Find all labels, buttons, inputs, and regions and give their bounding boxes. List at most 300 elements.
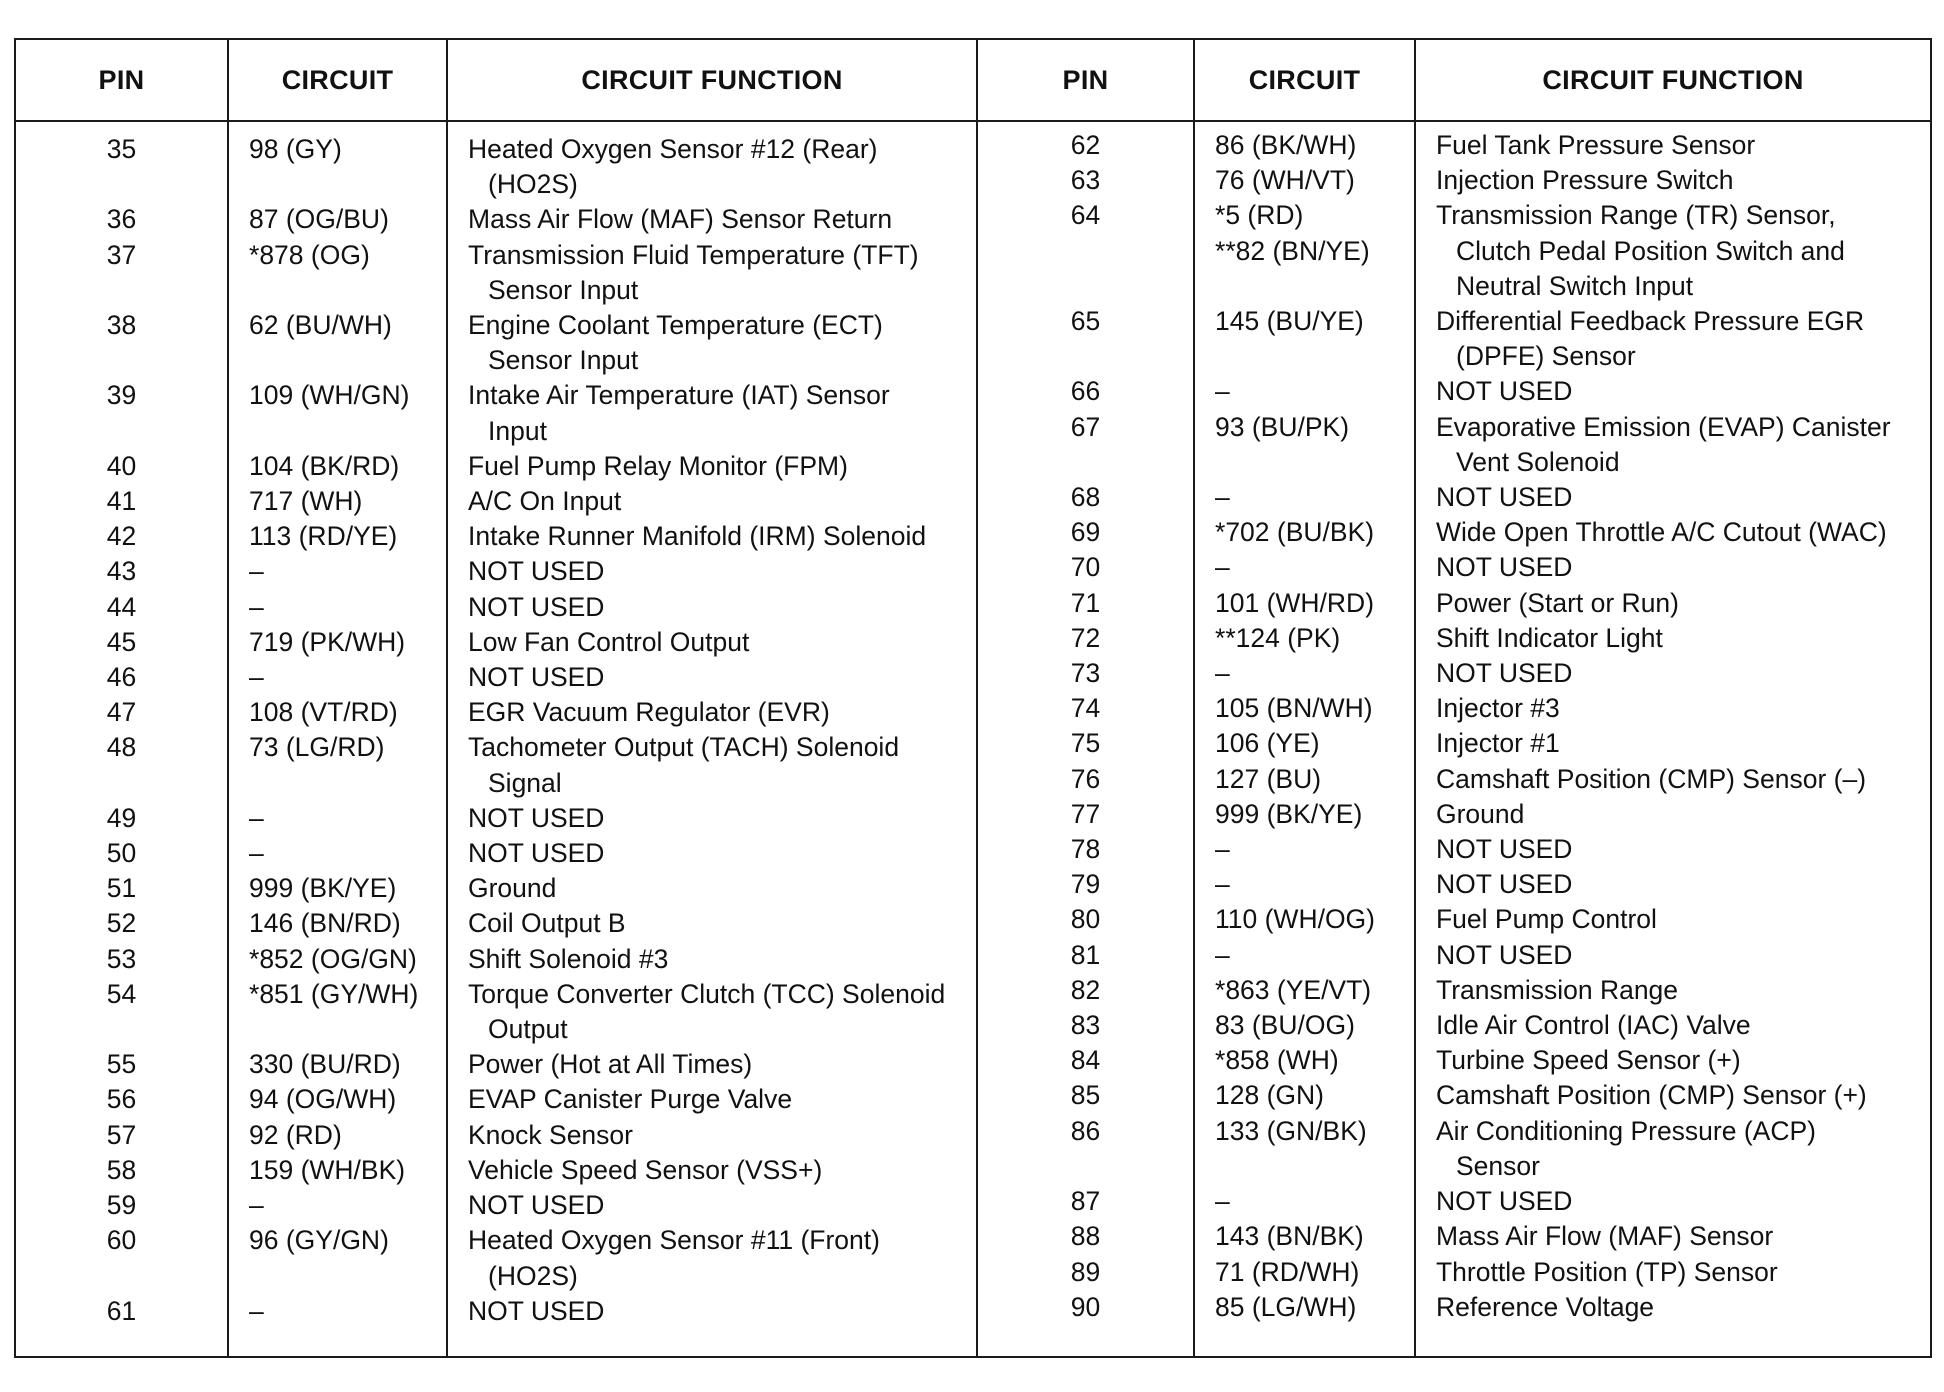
circuit-function (446, 625, 976, 660)
table-row (978, 1043, 1930, 1078)
table-row (16, 801, 976, 836)
function-line: Signal (488, 767, 562, 798)
circuit-id: **124 (PK) (1215, 622, 1341, 653)
circuit-function (1414, 1290, 1930, 1325)
table-row (978, 163, 1930, 198)
table-row (978, 726, 1930, 761)
function-line: NOT USED (1436, 658, 1573, 689)
pin-number: 85 (1070, 1080, 1101, 1111)
header-pin-right: PIN (1062, 64, 1109, 95)
circuit-function (1414, 1114, 1930, 1184)
table-row (978, 762, 1930, 797)
circuit-function (446, 1223, 976, 1293)
pin-number: 76 (1070, 763, 1101, 794)
circuit-function (446, 519, 976, 554)
circuit-id: 330 (BU/RD) (249, 1049, 401, 1080)
pin-number: 43 (106, 556, 137, 587)
table-row (978, 797, 1930, 832)
circuit-function (1414, 550, 1930, 585)
circuit-function (446, 906, 976, 941)
circuit-id: 113 (RD/YE) (249, 521, 398, 552)
table-row (16, 1153, 976, 1188)
circuit-id: – (249, 556, 264, 587)
circuit-function (1414, 1255, 1930, 1290)
circuit-function (446, 1118, 976, 1153)
circuit-id: *851 (GY/WH) (249, 978, 419, 1009)
function-line: Air Conditioning Pressure (ACP) (1436, 1115, 1816, 1146)
circuit-function (446, 871, 976, 906)
header-circuit-right: CIRCUIT (1248, 64, 1361, 95)
table-row (978, 691, 1930, 726)
table-row (16, 238, 976, 308)
pin-number: 87 (1070, 1186, 1101, 1217)
pin-number: 57 (106, 1119, 137, 1150)
table-row (978, 410, 1930, 480)
function-line: NOT USED (468, 1190, 605, 1221)
pin-number: 81 (1070, 939, 1101, 970)
function-line: NOT USED (468, 556, 605, 587)
function-line: EVAP Canister Purge Valve (468, 1084, 793, 1115)
function-line: Sensor Input (488, 274, 639, 305)
circuit-id: 87 (OG/BU) (249, 204, 389, 235)
pin-number: 80 (1070, 904, 1101, 935)
circuit-function (1414, 832, 1930, 867)
function-line: NOT USED (468, 838, 605, 869)
pin-number: 51 (106, 873, 137, 904)
table-row (978, 1290, 1930, 1325)
circuit-id: 71 (RD/WH) (1215, 1256, 1360, 1287)
pin-number: 48 (106, 732, 137, 763)
circuit-id: 83 (BU/OG) (1215, 1010, 1355, 1041)
circuit-function (1414, 410, 1930, 480)
circuit-id: 92 (RD) (249, 1119, 342, 1150)
circuit-function (1414, 867, 1930, 902)
function-line: Throttle Position (TP) Sensor (1436, 1256, 1778, 1287)
circuit-function (446, 1294, 976, 1329)
table-row (978, 621, 1930, 656)
table-row (16, 942, 976, 977)
circuit-id: 104 (BK/RD) (249, 450, 400, 481)
table-row (978, 374, 1930, 409)
pin-number: 68 (1070, 482, 1101, 513)
pin-number: 38 (106, 310, 137, 341)
function-line: Vent Solenoid (1456, 446, 1620, 477)
table-row (16, 1188, 976, 1223)
circuit-id: 159 (WH/BK) (249, 1154, 406, 1185)
function-line: Intake Air Temperature (IAT) Sensor (468, 380, 890, 411)
circuit-id: 999 (BK/YE) (1215, 798, 1363, 829)
table-row (16, 625, 976, 660)
circuit-id: 86 (BK/WH) (1215, 130, 1357, 160)
circuit-id: – (249, 1190, 264, 1221)
circuit-function (1414, 973, 1930, 1008)
circuit-function (446, 484, 976, 519)
table-row (978, 1219, 1930, 1254)
function-line: Power (Start or Run) (1436, 587, 1679, 618)
circuit-function (1414, 480, 1930, 515)
pin-number: 58 (106, 1154, 137, 1185)
pin-number: 70 (1070, 552, 1101, 583)
header-function-left: CIRCUIT FUNCTION (581, 64, 843, 95)
pin-number: 74 (1070, 693, 1101, 724)
circuit-id: 109 (WH/GN) (249, 380, 410, 411)
function-line: Mass Air Flow (MAF) Sensor (1436, 1221, 1774, 1252)
circuit-function (446, 836, 976, 871)
circuit-function (1414, 1219, 1930, 1254)
circuit-id: *702 (BU/BK) (1215, 517, 1375, 548)
circuit-id: 73 (LG/RD) (249, 732, 385, 763)
pin-number: 45 (106, 626, 137, 657)
function-line: Ground (1436, 798, 1525, 829)
circuit-id: *858 (WH) (1215, 1045, 1339, 1076)
table-row (16, 202, 976, 237)
function-line: (DPFE) Sensor (1456, 341, 1636, 372)
pin-number: 62 (1070, 130, 1101, 160)
circuit-id: 110 (WH/OG) (1215, 904, 1375, 935)
circuit-function (1414, 1184, 1930, 1219)
table-row (16, 660, 976, 695)
circuit-function (1414, 128, 1930, 163)
circuit-id: – (249, 591, 264, 622)
pin-number: 73 (1070, 658, 1101, 689)
function-line: NOT USED (1436, 834, 1573, 865)
circuit-id: – (1215, 869, 1230, 900)
circuit-id: – (1215, 552, 1230, 583)
circuit-function (1414, 691, 1930, 726)
function-line: Injector #3 (1436, 693, 1560, 724)
table-row (16, 695, 976, 730)
function-line: Power (Hot at All Times) (468, 1049, 753, 1080)
table-row (978, 515, 1930, 550)
pin-number: 66 (1070, 376, 1101, 407)
circuit-function (446, 1082, 976, 1117)
function-line: Clutch Pedal Position Switch and (1456, 235, 1845, 266)
pin-number: 46 (106, 662, 137, 693)
circuit-function (1414, 515, 1930, 550)
pin-number: 64 (1070, 200, 1101, 231)
function-line: NOT USED (1436, 482, 1573, 513)
circuit-id: 133 (GN/BK) (1215, 1115, 1367, 1146)
circuit-id: *5 (RD) (1215, 200, 1304, 231)
function-line: NOT USED (1436, 939, 1573, 970)
pin-number: 69 (1070, 517, 1101, 548)
circuit-function (446, 977, 976, 1047)
pin-number: 52 (106, 908, 137, 939)
circuit-id: 127 (BU) (1215, 763, 1322, 794)
circuit-function (1414, 726, 1930, 761)
function-line: NOT USED (1436, 552, 1573, 583)
circuit-id: 94 (OG/WH) (249, 1084, 397, 1115)
circuit-id: 93 (BU/PK) (1215, 411, 1350, 442)
pin-number: 53 (106, 943, 137, 974)
circuit-function (446, 449, 976, 484)
pin-number: 56 (106, 1084, 137, 1115)
pin-circuit-table (14, 38, 1932, 1358)
pin-number: 54 (106, 978, 137, 1009)
circuit-id: 128 (GN) (1215, 1080, 1324, 1111)
function-line: Intake Runner Manifold (IRM) Solenoid (468, 521, 927, 552)
table-row (978, 586, 1930, 621)
circuit-function (446, 132, 976, 202)
pin-number: 59 (106, 1190, 137, 1221)
table-row (16, 977, 976, 1047)
table-row (16, 1294, 976, 1329)
circuit-id: – (249, 802, 264, 833)
pin-number: 77 (1070, 798, 1101, 829)
circuit-function (1414, 1008, 1930, 1043)
circuit-id: **82 (BN/YE) (1215, 235, 1370, 266)
function-line: Knock Sensor (468, 1119, 633, 1150)
table-row (16, 1223, 976, 1293)
table-row (978, 938, 1930, 973)
table-row (978, 1114, 1930, 1184)
table-row (16, 554, 976, 589)
circuit-function (446, 590, 976, 625)
function-line: Coil Output B (468, 908, 626, 939)
function-line: Shift Solenoid #3 (468, 943, 669, 974)
circuit-function (446, 1188, 976, 1223)
table-row (16, 132, 976, 202)
table-row (16, 1118, 976, 1153)
function-line: Transmission Fluid Temperature (TFT) (468, 239, 919, 270)
pin-number: 41 (106, 486, 137, 517)
circuit-function (446, 730, 976, 800)
table-row (978, 1184, 1930, 1219)
left-pin-list (16, 132, 976, 1329)
table-row (16, 449, 976, 484)
function-line: Transmission Range (TR) Sensor, (1436, 200, 1836, 231)
header-function-right: CIRCUIT FUNCTION (1542, 64, 1804, 95)
table-row (16, 590, 976, 625)
pin-number: 82 (1070, 974, 1101, 1005)
circuit-function (446, 942, 976, 977)
function-line: Low Fan Control Output (468, 626, 750, 657)
function-line: Evaporative Emission (EVAP) Canister (1436, 411, 1891, 442)
function-line: Idle Air Control (IAC) Valve (1436, 1010, 1751, 1041)
pin-number: 86 (1070, 1115, 1101, 1146)
function-line: Vehicle Speed Sensor (VSS+) (468, 1154, 823, 1185)
function-line: (HO2S) (488, 1260, 578, 1291)
circuit-id: – (249, 662, 264, 693)
circuit-id: *863 (YE/VT) (1215, 974, 1372, 1005)
circuit-id: *878 (OG) (249, 239, 370, 270)
pin-number: 78 (1070, 834, 1101, 865)
circuit-function (1414, 198, 1930, 233)
circuit-function (446, 308, 976, 378)
function-line: Fuel Tank Pressure Sensor (1436, 130, 1756, 160)
function-line: Tachometer Output (TACH) Solenoid (468, 732, 900, 763)
table-row (978, 1078, 1930, 1113)
circuit-function (1414, 797, 1930, 832)
table-row (16, 1047, 976, 1082)
function-line: A/C On Input (468, 486, 622, 517)
function-line: Mass Air Flow (MAF) Sensor Return (468, 204, 893, 235)
table-row (978, 1255, 1930, 1290)
function-line: Neutral Switch Input (1456, 270, 1694, 301)
circuit-function (1414, 1043, 1930, 1078)
table-row (16, 1082, 976, 1117)
function-line: NOT USED (1436, 376, 1573, 407)
circuit-id: 76 (WH/VT) (1215, 165, 1355, 196)
function-line: Camshaft Position (CMP) Sensor (+) (1436, 1080, 1867, 1111)
function-line: NOT USED (1436, 1186, 1573, 1217)
table-row (16, 871, 976, 906)
circuit-id: – (1215, 1186, 1230, 1217)
circuit-id: 146 (BN/RD) (249, 908, 401, 939)
table-row (978, 1008, 1930, 1043)
table-body (16, 122, 1930, 1356)
circuit-id: 108 (VT/RD) (249, 697, 398, 728)
circuit-id: 62 (BU/WH) (249, 310, 392, 341)
circuit-id: – (249, 838, 264, 869)
circuit-id: 105 (BN/WH) (1215, 693, 1373, 724)
pin-number: 67 (1070, 411, 1101, 442)
table-row (978, 128, 1930, 163)
circuit-id: 143 (BN/BK) (1215, 1221, 1364, 1252)
table-row (978, 832, 1930, 867)
function-line: Torque Converter Clutch (TCC) Solenoid (468, 978, 946, 1009)
table-row (16, 730, 976, 800)
circuit-function (1414, 938, 1930, 973)
pin-number: 60 (106, 1225, 137, 1256)
pin-number: 49 (106, 802, 137, 833)
pin-number: 40 (106, 450, 137, 481)
circuit-function (446, 202, 976, 237)
circuit-id: 98 (GY) (249, 134, 342, 164)
table-row (978, 234, 1930, 304)
function-line: NOT USED (468, 591, 605, 622)
circuit-id: – (1215, 482, 1230, 513)
circuit-id: – (1215, 939, 1230, 970)
circuit-function (446, 801, 976, 836)
function-line: (HO2S) (488, 169, 578, 200)
pin-number: 83 (1070, 1010, 1101, 1041)
circuit-id: 96 (GY/GN) (249, 1225, 389, 1256)
circuit-function (1414, 656, 1930, 691)
table-row (978, 867, 1930, 902)
table-row (16, 836, 976, 871)
table-row (978, 973, 1930, 1008)
function-line: Transmission Range (1436, 974, 1679, 1005)
circuit-id: – (1215, 376, 1230, 407)
circuit-function (446, 554, 976, 589)
circuit-id: 719 (PK/WH) (249, 626, 406, 657)
function-line: Wide Open Throttle A/C Cutout (WAC) (1436, 517, 1887, 548)
pin-number: 44 (106, 591, 137, 622)
function-line: Camshaft Position (CMP) Sensor (–) (1436, 763, 1867, 794)
table-row (16, 484, 976, 519)
circuit-function (1414, 621, 1930, 656)
circuit-function (1414, 902, 1930, 937)
circuit-function (446, 1153, 976, 1188)
circuit-function (1414, 374, 1930, 409)
table-row (978, 656, 1930, 691)
circuit-id: 145 (BU/YE) (1215, 306, 1364, 337)
function-line: Injector #1 (1436, 728, 1560, 759)
circuit-id: *852 (OG/GN) (249, 943, 417, 974)
circuit-function (446, 238, 976, 308)
pin-number: 42 (106, 521, 137, 552)
pin-number: 47 (106, 697, 137, 728)
pin-number: 79 (1070, 869, 1101, 900)
pin-number: 50 (106, 838, 137, 869)
pin-number: 37 (106, 239, 137, 270)
pin-number: 90 (1070, 1291, 1101, 1322)
circuit-id: – (249, 1295, 264, 1326)
table-row (978, 304, 1930, 374)
pin-number: 61 (106, 1295, 137, 1326)
pin-number: 39 (106, 380, 137, 411)
function-line: Turbine Speed Sensor (+) (1436, 1045, 1741, 1076)
function-line: Shift Indicator Light (1436, 622, 1663, 653)
table-row (16, 906, 976, 941)
function-line: Sensor (1456, 1150, 1540, 1181)
table-row (978, 198, 1930, 233)
function-line: Injection Pressure Switch (1436, 165, 1734, 196)
table-row (978, 902, 1930, 937)
pin-number: 84 (1070, 1045, 1101, 1076)
function-line: Heated Oxygen Sensor #12 (Rear) (468, 134, 878, 164)
function-line: Fuel Pump Relay Monitor (FPM) (468, 450, 848, 481)
function-line: NOT USED (1436, 869, 1573, 900)
circuit-function (446, 1047, 976, 1082)
pin-number: 71 (1070, 587, 1101, 618)
function-line: Heated Oxygen Sensor #11 (Front) (468, 1225, 880, 1256)
circuit-id: 106 (YE) (1215, 728, 1320, 759)
function-line: NOT USED (468, 1295, 605, 1326)
function-line: NOT USED (468, 802, 605, 833)
header-circuit-left: CIRCUIT (281, 64, 394, 95)
circuit-function (1414, 234, 1930, 304)
function-line: Ground (468, 873, 557, 904)
circuit-function (1414, 762, 1930, 797)
circuit-function (1414, 304, 1930, 374)
pin-number: 72 (1070, 622, 1101, 653)
pin-number: 65 (1070, 306, 1101, 337)
pin-number: 75 (1070, 728, 1101, 759)
pin-number: 63 (1070, 165, 1101, 196)
function-line: Fuel Pump Control (1436, 904, 1657, 935)
circuit-function (446, 695, 976, 730)
circuit-id: – (1215, 834, 1230, 865)
function-line: EGR Vacuum Regulator (EVR) (468, 697, 830, 728)
circuit-id: 101 (WH/RD) (1215, 587, 1375, 618)
circuit-id: 717 (WH) (249, 486, 363, 517)
function-line: Engine Coolant Temperature (ECT) (468, 310, 883, 341)
function-line: Differential Feedback Pressure EGR (1436, 306, 1865, 337)
function-line: Reference Voltage (1436, 1291, 1655, 1322)
pin-number: 89 (1070, 1256, 1101, 1287)
pin-number: 36 (106, 204, 137, 235)
right-pin-list (978, 128, 1930, 1325)
function-line: Output (488, 1014, 568, 1045)
table-row (16, 378, 976, 448)
circuit-function (1414, 1078, 1930, 1113)
circuit-function (446, 660, 976, 695)
function-line: Sensor Input (488, 345, 639, 376)
pin-number: 88 (1070, 1221, 1101, 1252)
circuit-function (1414, 163, 1930, 198)
circuit-function (446, 378, 976, 448)
function-line: Input (488, 415, 547, 446)
circuit-id: 85 (LG/WH) (1215, 1291, 1357, 1322)
circuit-function (1414, 586, 1930, 621)
table-row (978, 550, 1930, 585)
table-row (16, 519, 976, 554)
function-line: NOT USED (468, 662, 605, 693)
circuit-id: – (1215, 658, 1230, 689)
header-pin-left: PIN (98, 64, 145, 95)
